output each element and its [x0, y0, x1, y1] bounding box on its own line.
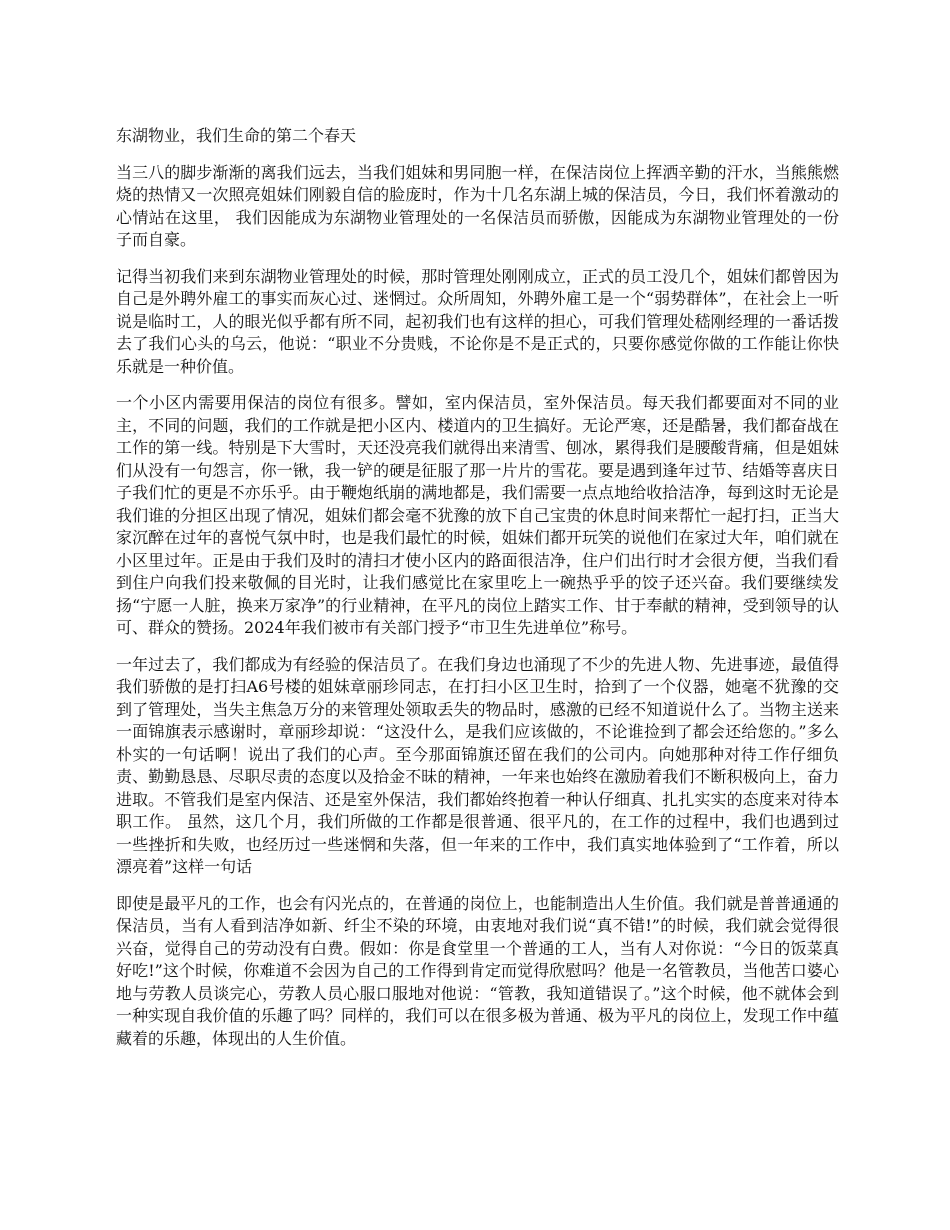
- document-page: [116, 125, 839, 1064]
- paragraph: 一年过去了，我们都成为有经验的保洁员了。在我们身边也涌现了不少的先进人物、先进事迹，最值得我们骄傲的是打扫A6号楼的姐妹章丽珍同志，在打扫小区卫生时，拾到了一个仪器，她毫不犹豫的交到了管理处，当失主焦急万分的来管理处领取丢失的物品时，感激的已经不知道说什么了。当物主送来一面锦旗表示感谢时，章丽珍却说：“这没什么，是我们应该做的，不论谁捡到了都会还给您的。”多么朴实的一句话啊！说出了我们的心声。至今那面锦旗还留在我们的公司内。向她那种对待工作仔细负责、勤勤恳恳、尽职尽责的态度以及拾金不昧的精神，一年来也始终在激励着我们不断积极向上，奋力进取。不管我们是室内保洁、还是室外保洁，我们都始终抱着一种认仔细真、扎扎实实的态度来对待本职工作。 虽然，这几个月，我们所做的工作都是很普通、很平凡的，在工作的过程中，我们也遇到过一些挫折和失败，也经历过一些迷惘和失落，但一年来的工作中，我们真实地体验到了“工作着，所以漂亮着”这样一句话: [116, 654, 839, 876]
- document-title: 东湖物业，我们生命的第二个春天: [116, 126, 357, 145]
- paragraph: 即使是最平凡的工作，也会有闪光点的，在普通的岗位上，也能制造出人生价值。我们就是普普通通的保洁员，当有人看到洁净如新、纤尘不染的环境，由衷地对我们说“真不错!”的时候，我们就会觉得很兴奋，觉得自己的劳动没有白费。假如：你是食堂里一个普通的工人，当有人对你说：“今日的饭菜真好吃!”这个时候，你难道不会因为自己的工作得到肯定而觉得欣慰吗？他是一名管教员，当他苦口婆心地与劳教人员谈完心，劳教人员心服口服地对他说：“管教，我知道错误了。”这个时候，他不就体会到一种实现自我价值的乐趣了吗？同样的，我们可以在很多极为普通、极为平凡的岗位上，发现工作中蕴藏着的乐趣，体现出的人生价值。: [116, 893, 839, 1048]
- paragraph: 记得当初我们来到东湖物业管理处的时候，那时管理处刚刚成立，正式的员工没几个，姐妹们都曾因为自己是外聘外雇工的事实而灰心过、迷惘过。众所周知，外聘外雇工是一个“弱势群体”，在社会上一听说是临时工，人的眼光似乎都有所不同，起初我们也有这样的担心，可我们管理处嵇刚经理的一番话拨去了我们心头的乌云，他说：“职业不分贵贱，不论你是不是正式的，只要你感觉你做的工作能让你快乐就是一种价值。: [116, 266, 839, 376]
- paragraph: 当三八的脚步渐渐的离我们远去，当我们姐妹和男同胞一样，在保洁岗位上挥洒辛勤的汗水，当熊熊燃烧的热情又一次照亮姐妹们刚毅自信的脸庞时，作为十几名东湖上城的保洁员，今日，我们怀着激动的心情站在这里， 我们因能成为东湖物业管理处的一名保洁员而骄傲，因能成为东湖物业管理处的一份子而自豪。: [116, 162, 839, 249]
- paragraph: 一个小区内需要用保洁的岗位有很多。譬如，室内保洁员，室外保洁员。每天我们都要面对不同的业主，不同的问题，我们的工作就是把小区内、楼道内的卫生搞好。无论严寒，还是酷暑，我们都奋战在工作的第一线。特别是下大雪时，天还没亮我们就得出来清雪、刨冰，累得我们是腰酸背痛，但是姐妹们从没有一句怨言，你一锹，我一铲的硬是征服了那一片片的雪花。要是遇到逢年过节、结婚等喜庆日子我们忙的更是不亦乐乎。由于鞭炮纸崩的满地都是，我们需要一点点地给收拾洁净，每到这时无论是我们谁的分担区出现了情况，姐妹们都会毫不犹豫的放下自己宝贵的休息时间来帮忙一起打扫，正当大家沉醉在过年的喜悦气氛中时，也是我们最忙的时候，姐妹们都开玩笑的说他们在家过大年，咱们就在小区里过年。正是由于我们及时的清扫才使小区内的路面很洁净，住户们出行时才会很方便，当我们看到住户向我们投来敬佩的目光时，让我们感觉比在家里吃上一碗热乎乎的饺子还兴奋。我们要继续发扬“宁愿一人脏，换来万家净”的行业精神，在平凡的岗位上踏实工作、甘于奉献的精神，受到领导的认可、群众的赞扬。2024年我们被市有关部门授予“市卫生先进单位”称号。: [116, 393, 839, 637]
